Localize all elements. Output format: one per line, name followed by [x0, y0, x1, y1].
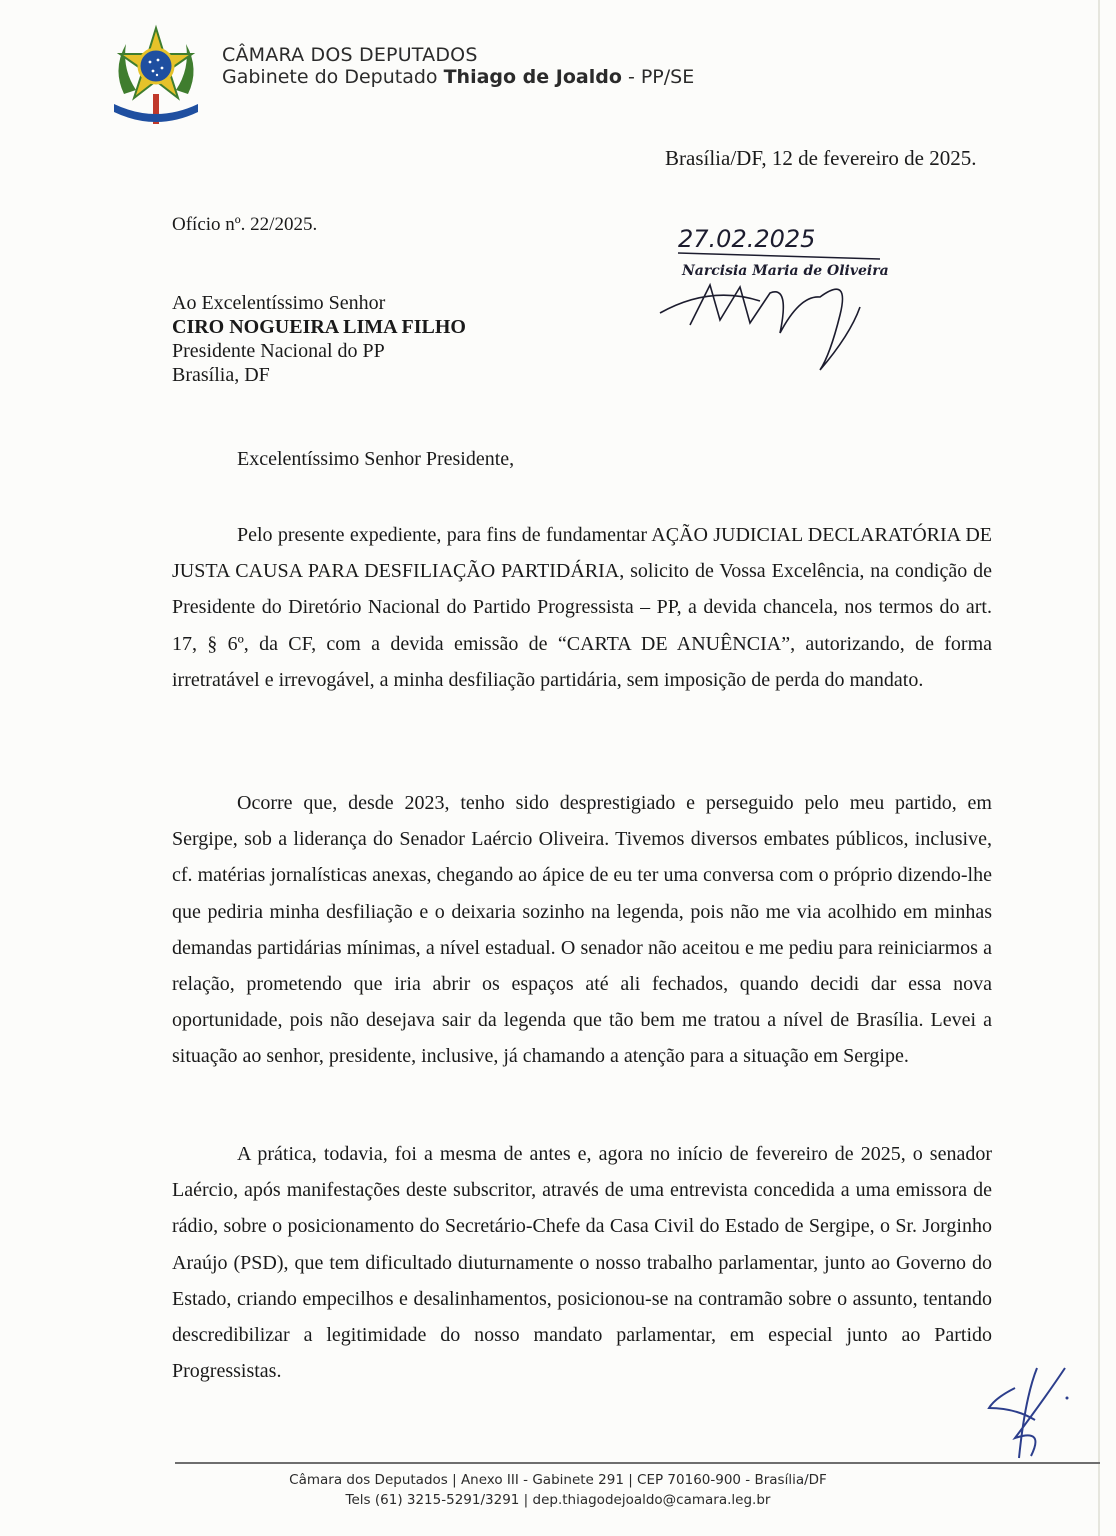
receipt-stamp-signature: [650, 215, 910, 375]
footer-divider: [175, 1462, 1100, 1464]
page-edge-shadow: [1098, 0, 1100, 1536]
body-paragraph-3: A prática, todavia, foi a mesma de antes e, agora no início de fevereiro de 2025, o senador Laércio, após manifestações deste subscritor, através de uma entrevista concedida a uma emissora de rádio, sobre o posicionamento do Secretário-Chefe da Casa Civil do Estado de Sergipe, o Sr. Jorginho Araújo (PSD), que tem dificultado diuturnamente o nosso trabalho parlamentar, junto ao Governo do Estado, criando empecilhos e desalinhamentos, posicionou-se na contramão sobre o assunto, tentando descredibilizar a legitimidade do nosso mandato parlamentar, em especial junto ao Partido Progressistas.: [172, 1143, 992, 1383]
addressee-title: Presidente Nacional do PP: [172, 340, 385, 362]
addressee-name: CIRO NOGUEIRA LIMA FILHO: [172, 316, 466, 338]
office-line: [222, 66, 694, 88]
footer-address: Câmara dos Deputados | Anexo III - Gabinete 291 | CEP 70160-900 - Brasília/DF: [289, 1472, 827, 1488]
stamp-line: [678, 253, 880, 259]
addressee-city: Brasília, DF: [172, 364, 270, 386]
receiver-name: Narcisia Maria de Oliveira: [682, 263, 889, 279]
party-state: - PP/SE: [621, 66, 695, 88]
salutation: Excelentíssimo Senhor Presidente,: [237, 448, 515, 470]
office-prefix: Gabinete do Deputado: [222, 66, 444, 88]
receipt-date: 27.02.2025: [678, 225, 816, 253]
addressee-greeting: Ao Excelentíssimo Senhor: [172, 292, 386, 314]
date-line: Brasília/DF, 12 de fevereiro de 2025.: [665, 146, 977, 170]
institution-name: CÂMARA DOS DEPUTADOS: [222, 44, 478, 66]
body-paragraph-2: Ocorre que, desde 2023, tenho sido desprestigiado e perseguido pelo meu partido, em Sergipe, sob a liderança do Senador Laércio Oliveira. Tivemos diversos embates públicos, inclusive, cf. matérias jornalísticas anexas, chegando ao ápice de eu ter uma conversa com o próprio dizendo-lhe que pediria minha desfiliação e o deixaria sozinho na legenda, pois não me via acolhido em minhas demandas partidárias mínimas, a nível estadual. O senador não aceitou e me pediu para reiniciarmos a relação, prometendo que iria abrir os espaços até ali fechados, quando decidi dar essa nova oportunidade, pois não desejava sair da legenda que tão bem me tratou a nível de Brasília. Levei a situação ao senhor, presidente, inclusive, já chamando a atenção para a situação em Sergipe.: [172, 792, 992, 1068]
brazil-coat-of-arms-icon: [106, 24, 206, 132]
initials-signature-icon: [975, 1358, 1085, 1468]
addressee-block: [172, 291, 466, 387]
oficio-number: Ofício nº. 22/2025.: [172, 214, 318, 235]
footer-contact: Tels (61) 3215-5291/3291 | dep.thiagodejoaldo@camara.leg.br: [345, 1492, 771, 1508]
letterhead: [222, 44, 694, 88]
footer: [0, 1470, 1116, 1510]
deputy-name: Thiago de Joaldo: [443, 66, 622, 88]
body-paragraph-1: Pelo presente expediente, para fins de fundamentar AÇÃO JUDICIAL DECLARATÓRIA DE JUSTA CAUSA PARA DESFILIAÇÃO PARTIDÁRIA, solicito de Vossa Excelência, na condição de Presidente do Diretório Nacional do Partido Progressista – PP, a devida chancela, nos termos do art. 17, § 6º, da CF, com a devida emissão de “CARTA DE ANUÊNCIA”, autorizando, de forma irretratável e irrevogável, a minha desfiliação partidária, sem imposição de perda do mandato.: [172, 524, 992, 691]
signature-scribble: [660, 285, 860, 370]
